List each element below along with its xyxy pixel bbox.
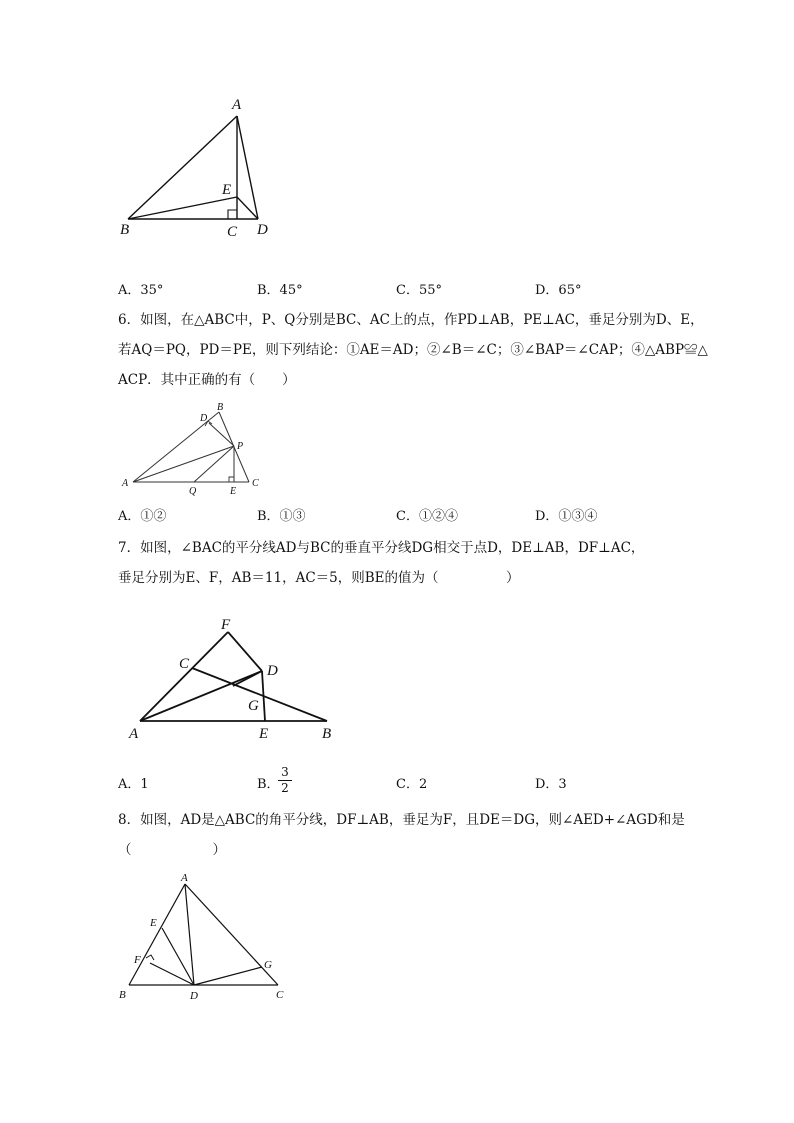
q6-option-c[interactable]: C．①②④ [396,509,458,524]
q7-option-b-fraction [278,765,292,796]
q7-label-D: D [267,663,278,679]
q7-label-B: B [322,726,332,742]
q7-option-c[interactable]: C．2 [396,777,428,792]
q5-option-c[interactable]: C．55° [396,283,442,298]
q7-label-G: G [248,698,259,714]
q6-option-b[interactable]: B．①③ [257,509,306,524]
q5-figure-lines [128,116,258,219]
q6-option-a[interactable]: A．①② [118,509,167,524]
q7-label-F: F [221,617,231,633]
q8-label-G: G [264,959,272,971]
q7-option-a[interactable]: A．1 [118,777,149,792]
q5-label-E: E [222,182,232,198]
q5-option-d[interactable]: D．65° [535,283,582,298]
q7-text-line2: 垂足分别为E、F，AB＝11，AC＝5，则BE的值为（ ） [118,570,520,586]
q6-option-d[interactable]: D．①③④ [535,509,598,524]
q8-label-F: F [134,954,141,966]
q8-label-A: A [181,872,188,884]
q6-figure-lines [133,412,249,482]
q7-option-b-prefix: B． [257,777,280,792]
q7-option-d[interactable]: D．3 [535,777,567,792]
q7-label-C: C [179,656,190,672]
q7-option-b-numerator: 3 [278,765,292,781]
q7-label-E: E [259,726,269,742]
q6-text-line2: 若AQ＝PQ，PD＝PE，则下列结论：①AE＝AD；②∠B＝∠C；③∠BAP＝∠CAP；④△ABP≌△ [118,342,708,358]
q8-label-B: B [119,989,126,1001]
q8-text-line2: （ ） [118,842,226,858]
q8-label-D: D [190,990,198,1002]
q7-label-A: A [129,726,139,742]
q7-option-b-denominator: 2 [281,781,289,795]
q7-option-b[interactable] [257,776,280,794]
q7-text-line1: 7．如图，∠BAC的平分线AD与BC的垂直平分线DG相交于点D，DE⊥AB，DF⊥AC， [118,540,645,556]
q8-text-line1: 8．如图，AD是△ABC的角平分线，DF⊥AB，垂足为F，且DE＝DG，则∠AED+∠AGD和是 [118,812,685,828]
q5-label-A: A [232,97,242,113]
q6-label-Q: Q [189,486,197,497]
q8-label-E: E [150,917,157,929]
q6-label-D: D [200,413,208,424]
q6-label-C: C [252,478,259,489]
q5-option-b[interactable]: B．45° [257,283,303,298]
q7-figure-lines [140,632,327,721]
q6-text-line1: 6．如图，在△ABC中，P、Q分别是BC、AC上的点，作PD⊥AB，PE⊥AC，垂足分别为D、E， [118,312,704,328]
q5-label-D: D [257,222,268,238]
q6-label-A: A [122,478,129,489]
q8-figure-lines [129,884,278,985]
q6-label-P: P [237,441,244,452]
q5-label-B: B [120,222,130,238]
q6-label-B: B [217,402,224,413]
q8-label-C: C [276,989,284,1001]
q6-label-E: E [230,486,237,497]
q6-text-line3: ACP．其中正确的有（ ） [118,372,296,388]
q5-label-C: C [227,224,238,240]
q5-option-a[interactable]: A．35° [118,283,164,298]
